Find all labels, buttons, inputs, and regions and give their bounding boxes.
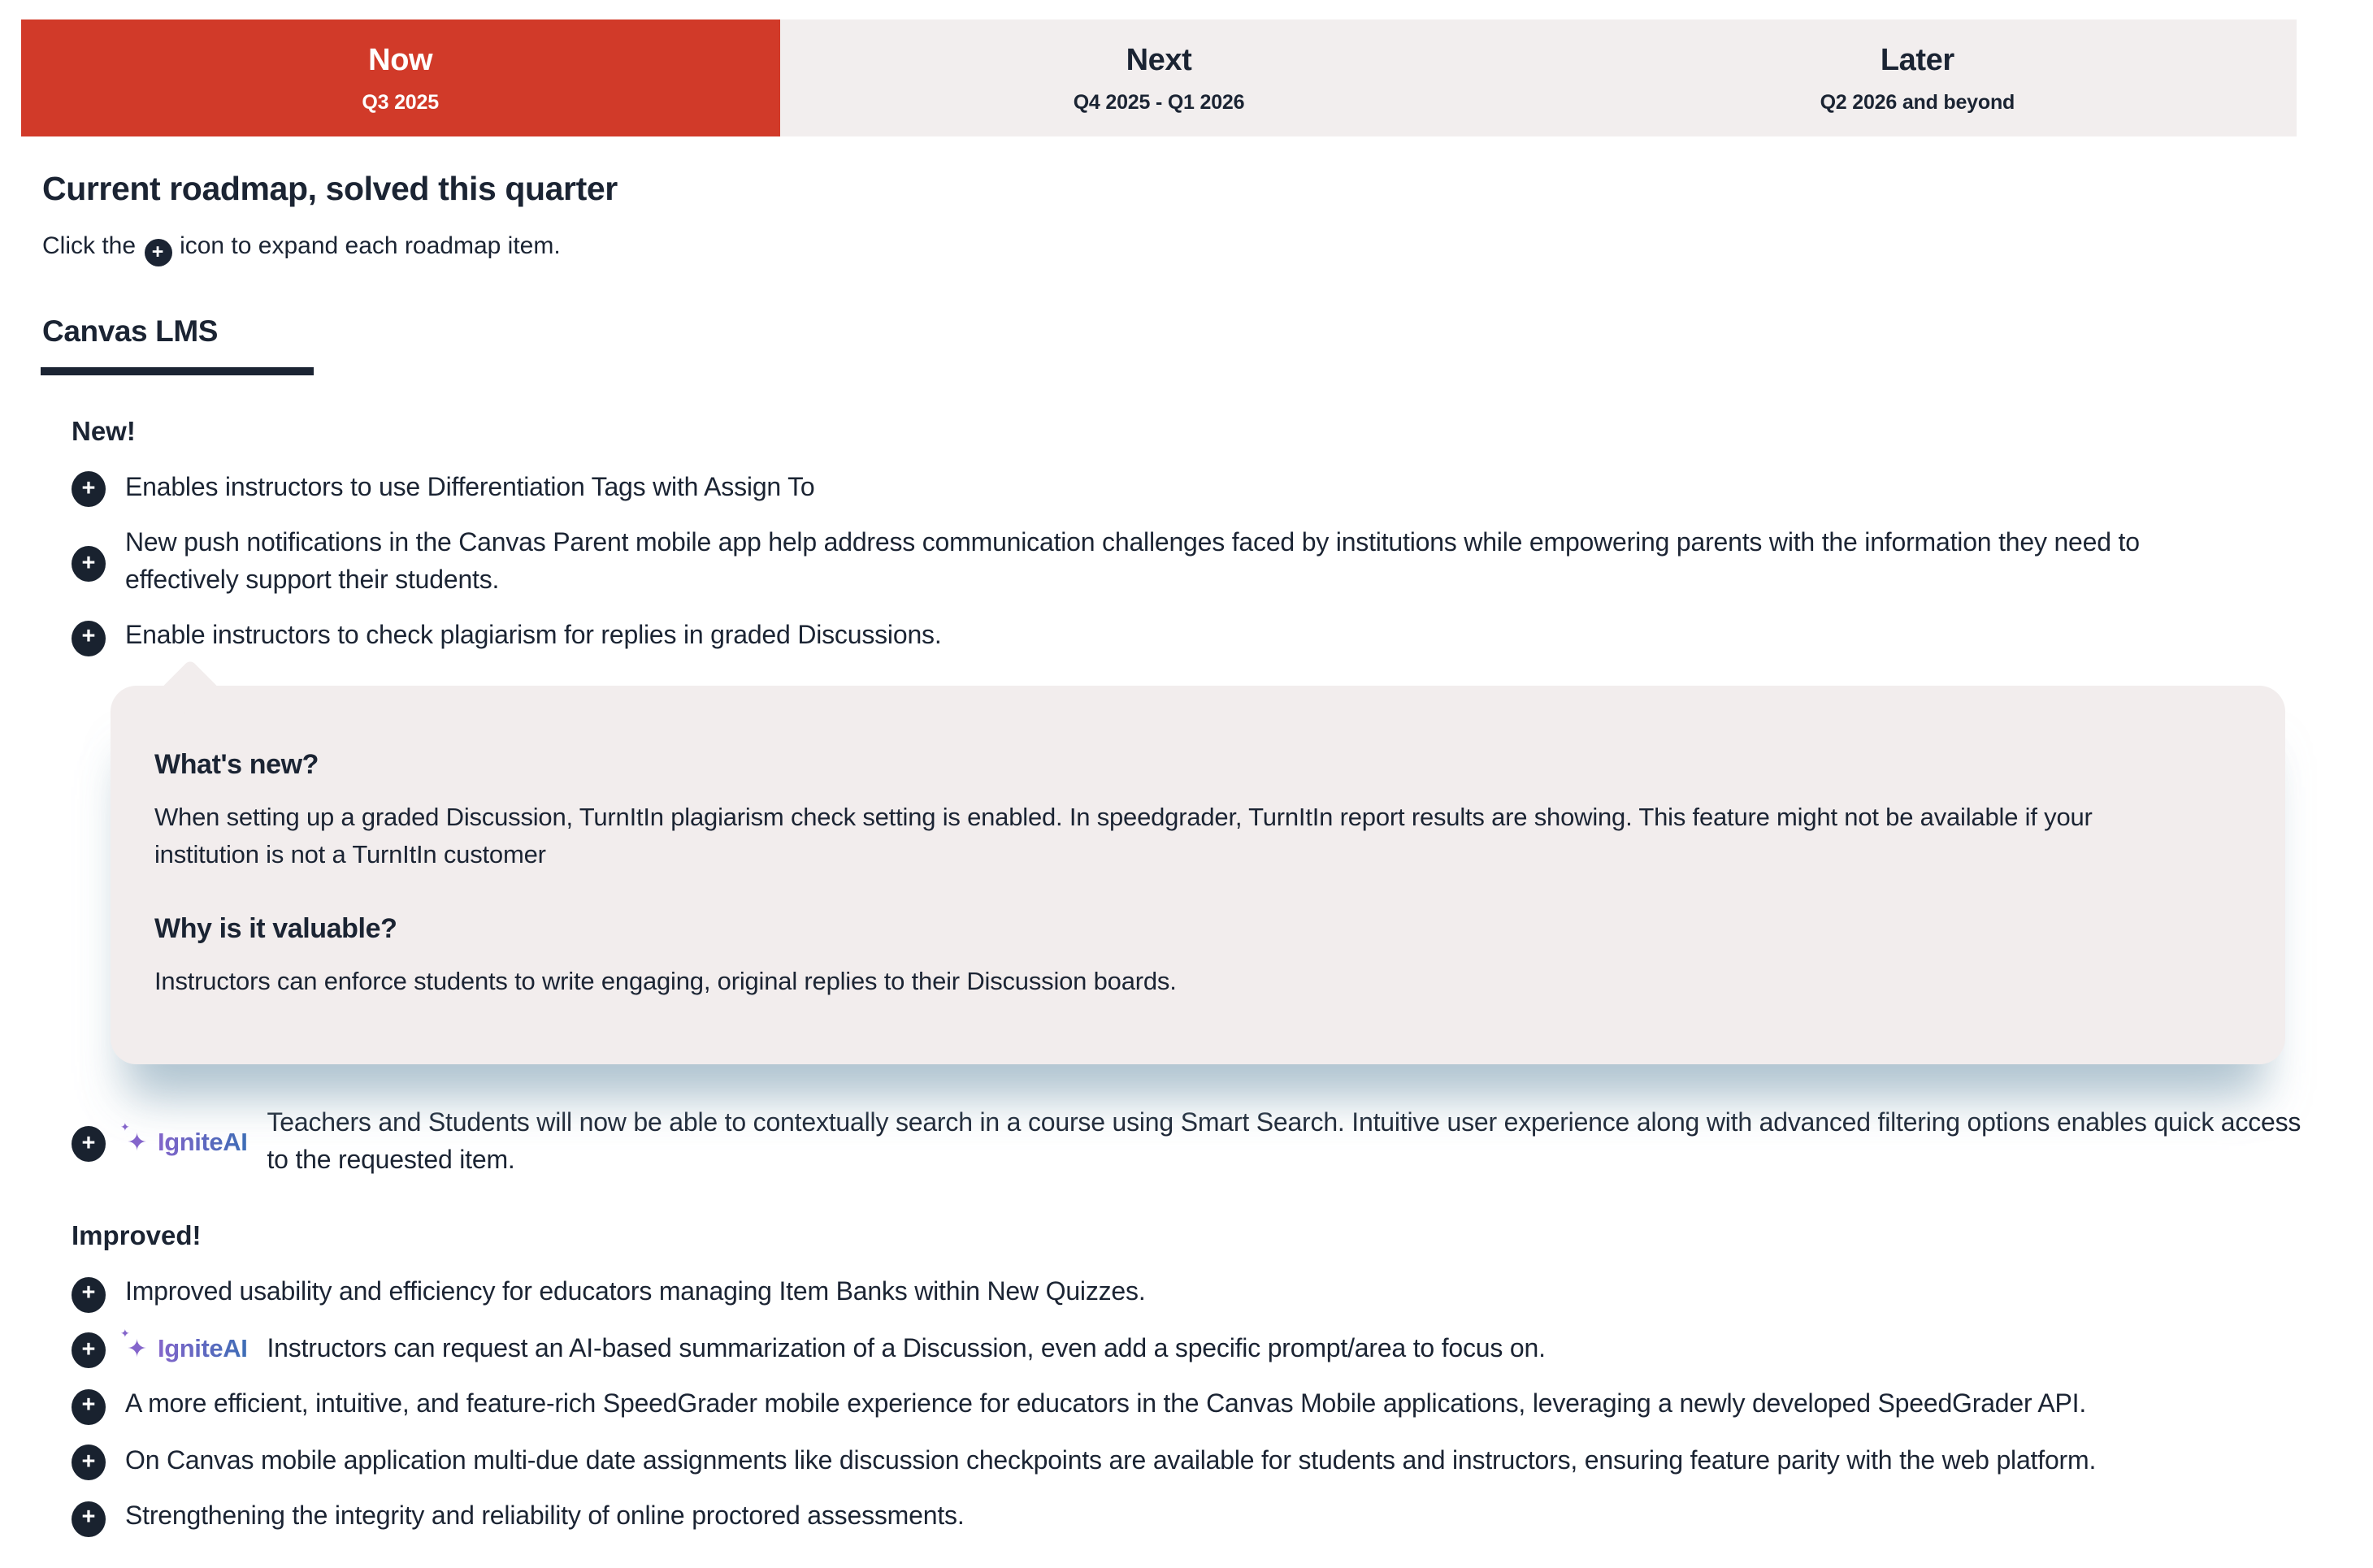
expand-hint-prefix: Click the: [42, 232, 137, 260]
product-title-canvas-lms: Canvas LMS: [42, 313, 219, 348]
expand-button[interactable]: [72, 471, 106, 507]
roadmap-item-text: A more efficient, intuitive, and feature-rich SpeedGrader mobile experience for educators in the Canvas Mobile applications, leveraging a newly developed SpeedGrader API.: [125, 1391, 2087, 1419]
roadmap-item-text: Improved usability and efficiency for educators managing Item Banks within New Quizzes.: [125, 1279, 1146, 1307]
ignite-ai-badge: [120, 1122, 248, 1159]
tab-later[interactable]: [1538, 19, 2297, 136]
expand-hint-suffix: icon to expand each roadmap item.: [180, 232, 561, 260]
details-whats-new-heading: What's new?: [154, 748, 319, 780]
roadmap-item-text: Enable instructors to check plagiarism for replies in graded Discussions.: [125, 622, 942, 651]
expand-button[interactable]: [72, 1332, 106, 1368]
sparkle-icon: ✦ ✦: [120, 1122, 148, 1157]
plus-icon: +: [81, 1130, 96, 1156]
collapse-button[interactable]: [72, 620, 106, 656]
tab-next-subtitle: Q4 2025 - Q1 2026: [1073, 90, 1245, 113]
plus-icon: +: [81, 550, 96, 576]
roadmap-item-differentiation-tags: [72, 471, 2314, 508]
details-why-valuable-text: Instructors can enforce students to write engaging, original replies to their Discussion boards.: [154, 968, 1177, 996]
tab-later-subtitle: Q2 2026 and beyond: [1820, 90, 2015, 113]
details-whats-new-text: When setting up a graded Discussion, TurnItIn plagiarism check setting is enabled. In speedgrader, TurnItIn report results are showing. This feature might not be available if your institution is not a TurnItIn customer: [154, 803, 2093, 870]
tab-now-title: Now: [368, 43, 433, 77]
roadmap-item-text: Strengthening the integrity and reliability of online proctored assessments.: [125, 1503, 965, 1531]
sparkle-icon: ✦ ✦: [120, 1329, 148, 1363]
plus-icon: +: [81, 1505, 96, 1531]
title-underline: [41, 367, 314, 375]
expand-button[interactable]: [72, 1445, 106, 1480]
plus-icon: +: [81, 1336, 96, 1363]
plus-icon: +: [81, 1280, 96, 1307]
tab-later-title: Later: [1880, 43, 1954, 77]
expand-button[interactable]: [72, 1276, 106, 1312]
roadmap-item-text: Enables instructors to use Differentiation Tags with Assign To: [125, 474, 815, 502]
expand-button[interactable]: [72, 546, 106, 582]
roadmap-item-text: Instructors can request an AI-based summarization of a Discussion, even add a specific prompt/area to focus on.: [267, 1335, 1546, 1363]
roadmap-content: [42, 169, 2314, 1537]
group-label-new: New!: [72, 417, 136, 447]
plus-icon: +: [81, 475, 96, 502]
roadmap-item-speedgrader-mobile: [72, 1388, 2314, 1425]
plus-icon: +: [81, 624, 96, 651]
expand-button[interactable]: [72, 1388, 106, 1424]
roadmap-item-plagiarism-replies: [72, 620, 2314, 656]
ignite-ai-badge: [120, 1329, 248, 1365]
expand-button[interactable]: [72, 1126, 106, 1162]
roadmap-item-item-banks: [72, 1276, 2314, 1313]
plus-icon: +: [81, 1449, 96, 1475]
ignite-ai-badge-label: IgniteAI: [158, 1336, 248, 1363]
tab-next-title: Next: [1126, 43, 1192, 77]
roadmap-item-proctored-assessments: [72, 1501, 2314, 1537]
roadmap-item-ai-discussion-summary: [72, 1329, 2314, 1369]
page-title: Current roadmap, solved this quarter: [42, 171, 618, 208]
expand-hint: [42, 229, 2314, 266]
tab-now[interactable]: [21, 19, 779, 136]
roadmap-item-text: New push notifications in the Canvas Parent mobile app help address communication challenges faced by institutions while empowering parents with the information they need to effectively support their students.: [125, 530, 2140, 595]
roadmap-item-text: On Canvas mobile application multi-due date assignments like discussion checkpoints are available for students and instructors, ensuring feature parity with the web platform.: [125, 1447, 2097, 1475]
details-why-valuable-heading: Why is it valuable?: [154, 912, 397, 944]
roadmap-item-details-card: [111, 686, 2285, 1065]
roadmap-timeline-tabs: [21, 19, 2297, 136]
roadmap-item-parent-push-notifications: [72, 527, 2314, 600]
roadmap-item-multi-due-dates: [72, 1445, 2314, 1481]
plus-icon: +: [81, 1393, 96, 1419]
ignite-ai-badge-label: IgniteAI: [158, 1128, 248, 1157]
roadmap-item-text: Teachers and Students will now be able to contextually search in a course using Smart Search. Intuitive user experience along with advanced filtering options enables quick access to the requested item.: [267, 1110, 2301, 1175]
roadmap-item-smart-search: [72, 1107, 2314, 1180]
tab-next[interactable]: [779, 19, 1538, 136]
tab-now-subtitle: Q3 2025: [362, 90, 439, 113]
expand-button[interactable]: [72, 1501, 106, 1536]
plus-icon: +: [144, 239, 171, 266]
group-label-improved: Improved!: [72, 1222, 202, 1252]
